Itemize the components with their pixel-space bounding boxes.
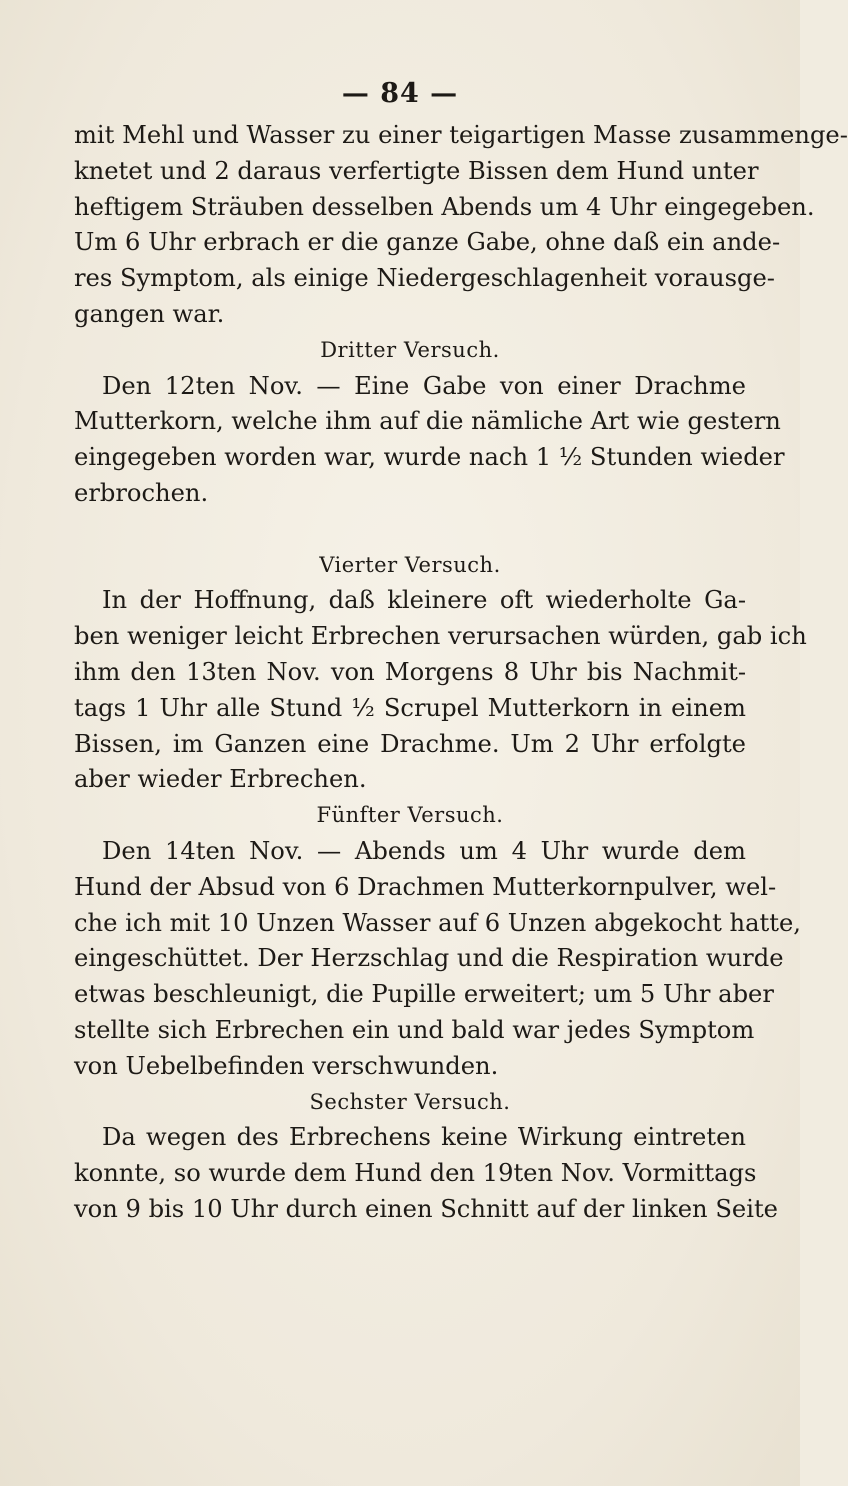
section-heading: Sechster Versuch. — [309, 1089, 511, 1114]
section-heading: Dritter Versuch. — [320, 337, 500, 362]
text-line: che ich mit 10 Unzen Wasser auf 6 Unzen abgekocht hatte, — [74, 908, 801, 937]
text-line: heftigem Sträuben desselben Abends um 4 Uhr eingegeben. — [74, 192, 815, 221]
text-line: tags 1 Uhr alle Stund ½ Scrupel Mutterkorn in einem — [74, 693, 746, 722]
text-line: ben weniger leicht Erbrechen verursachen würden, gab ich — [74, 622, 807, 651]
text-line: res Symptom, als einige Niedergeschlagenheit vorausge- — [74, 264, 775, 293]
text-line: gangen war. — [74, 299, 225, 328]
text-line: mit Mehl und Wasser zu einer teigartigen Masse zusammenge- — [74, 121, 848, 149]
page-number: — 84 — — [341, 78, 459, 109]
spacer — [74, 512, 746, 548]
text-line: knetet und 2 daraus verfertigte Bissen dem Hund unter — [74, 156, 759, 185]
section-heading: Fünfter Versuch. — [316, 803, 504, 828]
text-line: Mutterkorn, welche ihm auf die nämliche Art wie gestern — [74, 407, 781, 436]
text-line: etwas beschleunigt, die Pupille erweitert; um 5 Uhr aber — [74, 980, 774, 1009]
text-line: ihm den 13ten Nov. von Morgens 8 Uhr bis Nachmit- — [74, 657, 746, 686]
text-line: stellte sich Erbrechen ein und bald war jedes Symptom — [74, 1015, 755, 1044]
text-line: Da wegen des Erbrechens keine Wirkung eintreten — [102, 1123, 746, 1152]
text-line: Bissen, im Ganzen eine Drachme. Um 2 Uhr erfolgte — [74, 729, 746, 758]
section-heading: Vierter Versuch. — [319, 552, 501, 577]
text-line: eingeschüttet. Der Herzschlag und die Respiration wurde — [74, 944, 784, 973]
text-line: von 9 bis 10 Uhr durch einen Schnitt auf der linken Seite — [74, 1194, 778, 1223]
text-line: Um 6 Uhr erbrach er die ganze Gabe, ohne daß ein ande- — [74, 228, 781, 257]
text-line: aber wieder Erbrechen. — [74, 765, 367, 794]
text-line: von Uebelbefinden verschwunden. — [74, 1051, 499, 1080]
text-line: eingegeben worden war, wurde nach 1 ½ Stunden wieder — [74, 443, 785, 472]
text-line: erbrochen. — [74, 478, 209, 507]
text-line: In der Hoffnung, daß kleinere oft wiederholte Ga- — [102, 586, 746, 615]
text-line: Den 12ten Nov. — Eine Gabe von einer Drachme — [102, 371, 746, 400]
text-line: Den 14ten Nov. — Abends um 4 Uhr wurde dem — [102, 836, 746, 865]
body-text — [74, 118, 848, 1228]
text-line: konnte, so wurde dem Hund den 19ten Nov. Vormittags — [74, 1159, 757, 1188]
text-line: Hund der Absud von 6 Drachmen Mutterkornpulver, wel- — [74, 872, 777, 901]
